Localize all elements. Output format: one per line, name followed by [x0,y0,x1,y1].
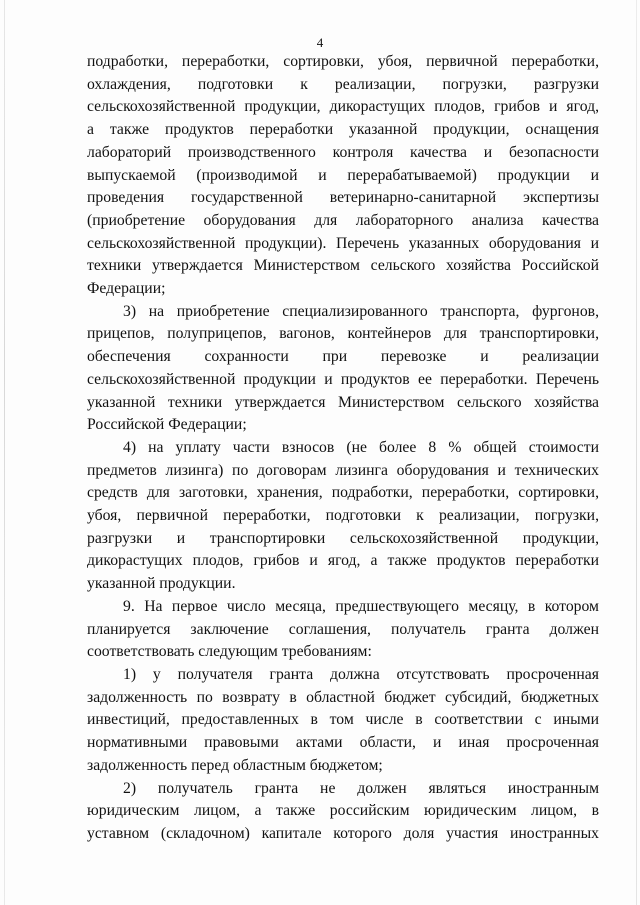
paragraph [87,778,599,846]
text-line: задолженность по возврату в областной бюджет субсидий, бюджетных [87,688,599,706]
text-line: предметов лизинга) по договорам лизинга оборудования и технических [87,461,599,479]
paragraph [87,437,599,596]
text-line: (приобретение оборудования для лабораторного анализа качества [87,211,599,229]
text-line: уставном (складочном) капитале которого доля участия иностранных [87,824,599,842]
text-line: указанной продукции. [87,575,236,593]
text-line: Федерации; [87,280,166,298]
paragraph [87,51,599,301]
text-line: разгрузки и транспортировки сельскохозяйственной продукции, [87,529,599,547]
text-line: выпускаемой (производимой и перерабатываемой) продукции и [87,166,599,184]
text-line: средств для заготовки, хранения, подработки, переработки, сортировки, [87,484,599,502]
text-line: соответствовать следующим требованиям: [87,643,372,661]
text-line: сельскохозяйственной продукции). Перечень указанных оборудования и [87,234,599,252]
text-line: 9. На первое число месяца, предшествующего месяцу, в котором [123,597,599,615]
text-line: прицепов, полуприцепов, вагонов, контейнеров для транспортировки, [87,325,599,343]
text-line: охлаждения, подготовки к реализации, погрузки, разгрузки [87,75,599,93]
text-line: задолженность перед областным бюджетом; [87,756,383,774]
paragraph [87,301,599,437]
text-line: юридическим лицом, а также российским юридическим лицом, в [87,802,599,820]
paragraph [87,596,599,664]
text-line: указанной техники утверждается Министерством сельского хозяйства [87,393,599,411]
text-line: техники утверждается Министерством сельского хозяйства Российской [87,257,599,275]
text-line: убоя, первичной переработки, подготовки к реализации, погрузки, [87,507,599,525]
text-line: 3) на приобретение специализированного транспорта, фургонов, [123,302,599,320]
scan-edge-left [4,0,5,905]
document-body [87,51,599,846]
text-line: Российской Федерации; [87,416,247,434]
scan-edge-right [636,0,637,905]
text-line: сельскохозяйственной продукции, дикорастущих плодов, грибов и ягод, [87,98,599,116]
paragraph [87,664,599,778]
text-line: обеспечения сохранности при перевозке и реализации [87,348,599,366]
text-line: лабораторий производственного контроля качества и безопасности [87,143,599,161]
text-line: сельскохозяйственной продукции и продуктов ее переработки. Перечень [87,370,599,388]
text-line: 4) на уплату части взносов (не более 8 % общей стоимости [123,438,599,456]
text-line: а также продуктов переработки указанной продукции, оснащения [87,121,599,139]
text-line: планируется заключение соглашения, получатель гранта должен [87,620,599,638]
text-line: 1) у получателя гранта должна отсутствовать просроченная [123,665,599,683]
text-line: инвестиций, предоставленных в том числе в соответствии с иными [87,711,599,729]
page-number: 4 [316,35,324,50]
text-line: подработки, переработки, сортировки, убоя, первичной переработки, [87,53,599,70]
text-line: нормативными правовыми актами области, и иная просроченная [87,734,599,752]
text-line: 2) получатель гранта не должен являться иностранным [123,779,599,797]
text-line: проведения государственной ветеринарно-санитарной экспертизы [87,189,599,207]
text-line: дикорастущих плодов, грибов и ягод, а также продуктов переработки [87,552,599,570]
